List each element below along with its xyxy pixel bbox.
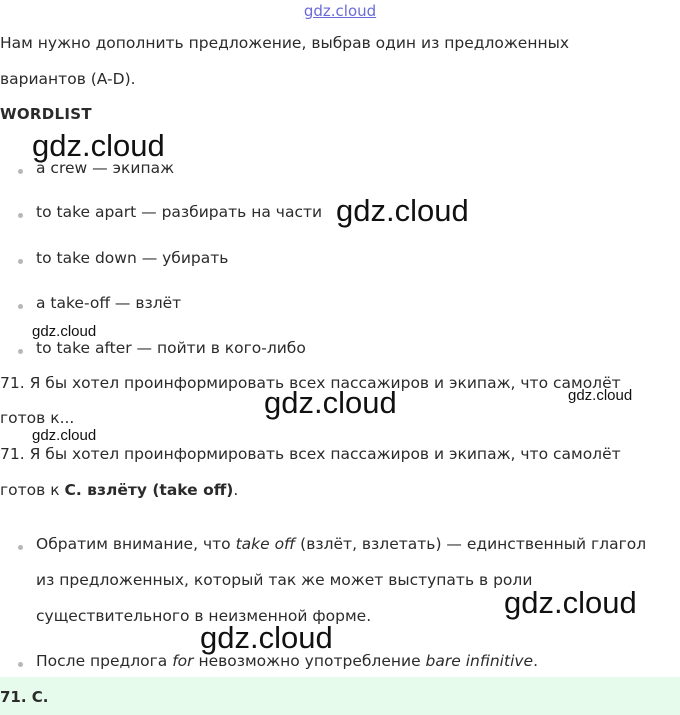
watermark: gdz.cloud [504,585,637,620]
solution-prefix: готов к [0,481,65,499]
bullet-icon [18,662,23,667]
watermark: gdz.cloud [32,323,97,340]
explanation-text: Обратим внимание, что [36,535,236,553]
watermark: gdz.cloud [32,427,97,444]
solution-answer: C. взлёту (take off) [64,481,234,499]
question-line-1: 71. Я бы хотел проинформировать всех пассажиров и экипаж, что самолёт [0,374,621,392]
question-line-2: готов к... [0,409,75,427]
explanation-text: . [533,652,539,670]
wordlist-item: to take apart — разбирать на части [36,203,323,221]
wordlist-item: to take down — убирать [36,249,229,267]
explanation-text: (взлёт, взлетать) — единственный глагол [295,535,647,553]
bullet-icon [18,349,23,354]
bullet-icon [18,259,23,264]
watermark: gdz.cloud [264,385,397,420]
explanation-term: for [172,652,194,670]
watermark: gdz.cloud [568,387,633,404]
explanation-1-line-3: существительного в неизменной форме. [36,607,372,625]
intro-line-2: вариантов (A-D). [0,70,136,88]
intro-line-1: Нам нужно дополнить предложение, выбрав один из предложенных [0,34,570,52]
solution-line-2 [0,481,238,499]
wordlist-item: a take-off — взлёт [36,294,182,312]
watermark: gdz.cloud [336,193,469,228]
explanation-1-line-1 [36,535,646,553]
watermark: gdz.cloud [200,620,333,655]
explanation-1-line-2: из предложенных, который так же может выступать в роли [36,571,533,589]
wordlist-item: to take after — пойти в кого-либо [36,339,306,357]
explanation-term: bare infinitive [425,652,534,670]
bullet-icon [18,169,23,174]
explanation-term: take off [235,535,296,553]
wordlist-heading: WORDLIST [0,105,92,123]
bullet-icon [18,304,23,309]
site-link[interactable]: gdz.cloud [303,2,377,20]
bullet-icon [18,213,23,218]
watermark: gdz.cloud [32,128,165,163]
solution-suffix: . [233,481,239,499]
solution-line-1: 71. Я бы хотел проинформировать всех пассажиров и экипаж, что самолёт [0,445,621,463]
answer-text: 71. C. [0,688,49,706]
bullet-icon [18,545,23,550]
answer-bar [0,677,680,715]
wordlist-item: a crew — экипаж [36,159,175,177]
explanation-text: После предлога [36,652,173,670]
explanation-text: невозможно употребление [193,652,426,670]
